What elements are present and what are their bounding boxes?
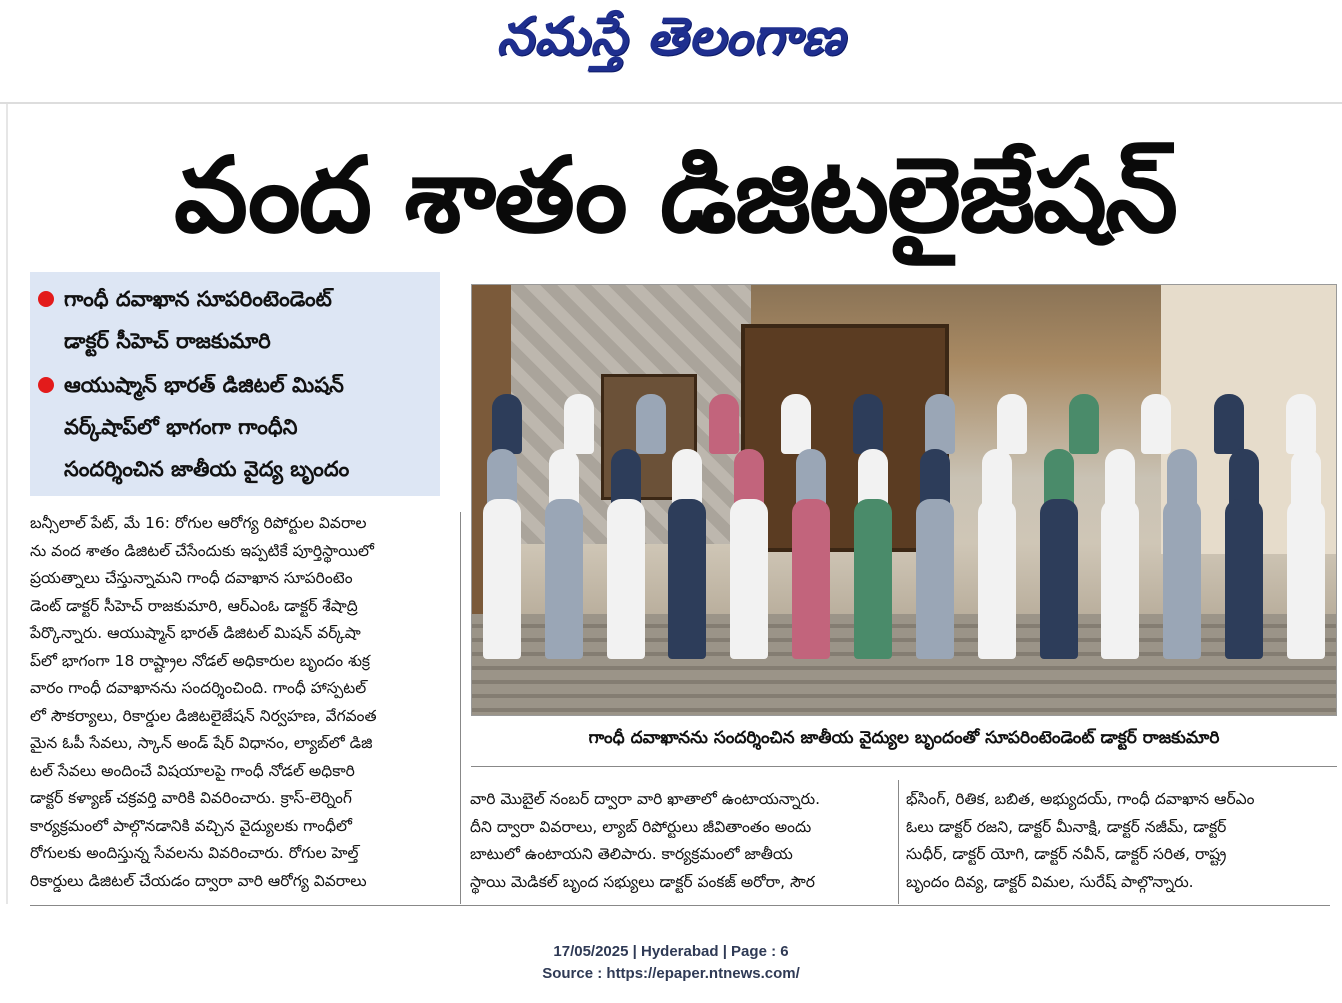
caption-divider	[471, 766, 1337, 767]
column-divider-left	[460, 512, 461, 904]
summary-bullet-1	[38, 278, 332, 320]
summary-bullet-1-line2: డాక్టర్ సీహెచ్ రాజకుమారి	[64, 329, 271, 353]
article-line: పేర్కొన్నారు. ఆయుష్మాన్ భారత్ డిజిటల్ మిషన్ వర్క్‌షా	[30, 624, 361, 642]
red-bullet-icon	[38, 291, 54, 307]
article-column-right	[906, 786, 1336, 896]
article-line: సుధీర్, డాక్టర్ యోగి, డాక్టర్ నవీన్, డాక్టర్ సరిత, రాష్ట్ర	[906, 845, 1227, 863]
article-line: బన్సీలాల్ పేట్, మే 16: రోగుల ఆరోగ్య రిపోర్టుల వివరాల	[30, 514, 367, 532]
summary-bullet-2	[38, 364, 344, 406]
photo-caption: గాంధీ దవాఖానను సందర్శించిన జాతీయ వైద్యుల బృందంతో సూపరింటెండెంట్ డాక్టర్ రాజకుమారి	[588, 728, 1220, 748]
column-divider-right	[898, 780, 899, 904]
article-column-left	[30, 510, 442, 895]
article-line: లో సౌకర్యాలు, రికార్డుల డిజిటలైజేషన్ నిర్వహణ, వేగవంత	[30, 706, 377, 725]
bottom-divider	[30, 905, 1330, 906]
masthead	[0, 0, 1342, 80]
article-line: ను వంద శాతం డిజిటల్ చేసేందుకు ఇప్పటికే పూర్తిస్థాయిలో	[30, 541, 374, 560]
left-margin-line	[6, 104, 8, 904]
article-line: కార్యక్రమంలో పాల్గొనడానికి వచ్చిన వైద్యులకు గాంధీలో	[30, 816, 353, 835]
article-line: ప్రయత్నాలు చేస్తున్నామని గాంధీ దవాఖాన సూపరింటెం	[30, 569, 353, 587]
summary-bullet-2-line2: వర్క్‌షాప్‌లో భాగంగా గాంధీని	[64, 415, 298, 439]
article-line: మైన ఓపీ సేవలు, స్కాన్ అండ్ షేర్ విధానం, ల్యాబ్‌లో డిజి	[30, 734, 373, 752]
article-line: బాటులో ఉంటాయని తెలిపారు. కార్యక్రమంలో జాతీయ	[470, 845, 793, 863]
headline: వంద శాతం డిజిటలైజేషన్	[173, 134, 1177, 256]
top-divider	[0, 102, 1342, 104]
article-column-middle	[470, 786, 890, 896]
summary-bullet-2-line3: సందర్శించిన జాతీయ వైద్య బృందం	[64, 457, 350, 481]
newspaper-logo: నమస్తే తెలంగాణ	[496, 6, 846, 67]
article-line: వారి మొబైల్ నంబర్ ద్వారా వారి ఖాతాలో ఉంటాయన్నారు.	[470, 790, 821, 808]
article-line: రికార్డులు డిజిటల్ చేయడం ద్వారా వారి ఆరోగ్య వివరాలు	[30, 871, 367, 890]
photo-frame	[471, 284, 1337, 716]
article-line: బృందం దివ్య, డాక్టర్ విమల, సురేష్ పాల్గొన్నారు.	[906, 872, 1194, 891]
summary-bullet-1-line1: గాంధీ దవాఖాన సూపరింటెండెంట్	[64, 287, 332, 311]
article-line: రోగులకు అందిస్తున్న సేవలను వివరించారు. రోగుల హెల్త్	[30, 844, 359, 862]
article-line: వారం గాంధీ దవాఖానను సందర్శించింది. గాంధీ హాస్పటల్	[30, 679, 367, 697]
source-link[interactable]: Source : https://epaper.ntnews.com/	[542, 965, 800, 982]
article-line: టల్ సేవలు అందించే విషయాలపై గాంధీ నోడల్ అధికారి	[30, 761, 355, 780]
article-line: ప్‌లో భాగంగా 18 రాష్ట్రాల నోడల్ అధికారుల బృందం శుక్ర	[30, 651, 371, 670]
summary-box	[30, 272, 440, 496]
article-line: భ్‌సింగ్, రితిక, బబిత, అభ్యుదయ్, గాంధీ దవాఖాన ఆర్ఎం	[906, 790, 1255, 808]
article-line: ఓలు డాక్టర్ రజని, డాక్టర్ మీనాక్షి, డాక్టర్ నజీమ్, డాక్టర్	[906, 817, 1227, 836]
red-bullet-icon	[38, 377, 54, 393]
dateline: 17/05/2025 | Hyderabad | Page : 6	[553, 943, 789, 960]
article-line: దీని ద్వారా వివరాలు, ల్యాబ్ రిపోర్టులు జీవితాంతం అందు	[470, 817, 812, 836]
article-line: డాక్టర్ కళ్యాణ్ చక్రవర్తి వారికి వివరించారు. క్రాస్-లెర్నింగ్	[30, 789, 352, 807]
article-line: డెంట్ డాక్టర్ సీహెచ్ రాజకుమారి, ఆర్ఎంఓ డాక్టర్ శేషాద్రి	[30, 596, 358, 615]
article-line: స్థాయి మెడికల్ బృంద సభ్యులు డాక్టర్ పంకజ్ అరోరా, సౌర	[470, 872, 815, 891]
summary-bullet-2-line1: ఆయుష్మాన్ భారత్ డిజిటల్ మిషన్	[64, 373, 344, 397]
